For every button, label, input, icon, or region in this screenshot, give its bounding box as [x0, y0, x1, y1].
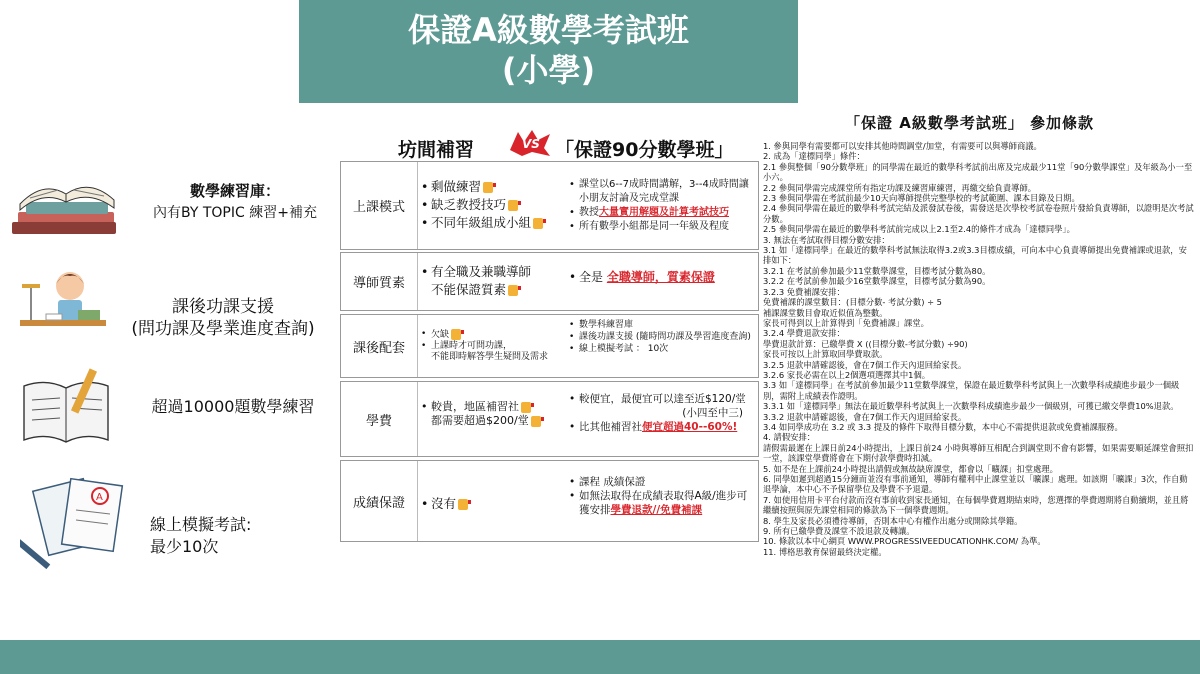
left-item: • 欠缺 [421, 329, 571, 341]
term-item: 3.3 如「達標同學」在考試前參加最少11堂數學課堂，保證在最近數學科考試與上一次數學科成績進步最少一個級別，需附上成績表作證明。 [763, 380, 1180, 401]
right-item: • 課程 成績保證 [569, 475, 757, 489]
term-item: 1. 參與同學有需要都可以安排其他時間調堂/加堂，有需要可以與導師商議。 [763, 141, 1042, 151]
feature-exercises-title: 超過10000題數學練習 [151, 397, 315, 416]
left-item: • 缺乏教授技巧 [421, 196, 571, 214]
page-title: 保證A級數學考試班 [408, 11, 689, 49]
term-item: 2. 成為「達標同學」條件： [763, 151, 865, 162]
left-item: • 較貴，地區補習社 [421, 400, 571, 414]
term-item: 家長可得到以上計算得到「免費補課」課堂。 [763, 317, 929, 328]
term-item: 學費退款計算：已繳學費 X ((目標分數-考試分數) ÷90) [763, 338, 968, 349]
feature-practice-bank [130, 180, 340, 224]
left-item: 不能即時解答學生疑問及需求 [431, 352, 549, 362]
vs-badge-icon [508, 128, 552, 158]
right-header: 「保證90分數學班」 [555, 139, 734, 161]
notebook-pen-icon [18, 368, 114, 450]
row-tuition-fee [340, 381, 759, 457]
highlight-text: 大量實用解題及計算考試技巧 [599, 207, 729, 218]
feature-homework-support-title: 課後功課支援 [172, 297, 274, 317]
right-item: • 全是 全職導師，質素保證 [569, 270, 757, 284]
thumbs-down-icon [521, 402, 531, 413]
highlight-text: 便宜超過40--60%! [642, 421, 738, 433]
vs-text: VS [522, 137, 540, 151]
term-item: 2.3 參與同學需在考試前最少10天向導師提供完整學校的考試範圍、課本目錄及日期。 [763, 193, 1080, 204]
thumbs-down-icon [508, 200, 518, 211]
feature-exercises [120, 396, 346, 418]
term-item: 10. 條款以本中心網頁 WWW.PROGRESSIVEEDUCATIONHK.COM/ 為準。 [763, 536, 1046, 547]
term-item: 3.4 如同學成功在 3.2 或 3.3 提及的條件下取得目標分數，本中心不需提供退款或免費補課服務。 [763, 421, 1123, 432]
term-item: 3.3.1 如「達標同學」無法在最近數學科考試與上一次數學科成績進步最少一個級別，可獲已繳交學費10%退款。 [763, 401, 1179, 412]
right-item: • 如無法取得在成績表取得A級/進步可獲安排學費退款//免費補課 [569, 489, 757, 517]
feature-practice-bank-desc: 內有BY TOPIC 練習+補充 [153, 205, 317, 221]
right-item: • 課堂以6--7成時間講解，3--4成時間讓小朋友討論及完成堂課 [569, 178, 757, 206]
left-header: 坊間補習 [398, 139, 475, 161]
thumbs-down-icon [451, 329, 461, 340]
row-class-mode [340, 161, 759, 250]
thumbs-down-icon [533, 218, 543, 229]
left-item: • 上課時才可問功課， [421, 341, 571, 352]
term-item: 11. 博格思教育保留最終決定權。 [763, 546, 887, 557]
term-item: 補課課堂數目會取近似值為整數。 [763, 307, 888, 318]
term-item: 3.2.2 在考試前參加最少16堂數學課堂，目標考試分數為90。 [763, 276, 991, 287]
left-item: • 剩做練習 [421, 178, 571, 196]
term-item: 6. 同學如遲到超過15分鐘而並沒有事前通知，導師有權利中止課堂並以「曠課」處理。如該期「曠課」3次，作自動退學論，本中心不予保留學位及學費不予退還。 [763, 474, 1188, 495]
right-item: • 比其他補習社便宜超過40--60%! [569, 420, 757, 434]
page-subtitle: (小學) [501, 51, 596, 89]
left-item: • 不同年級組成小組 [421, 214, 571, 232]
term-item: 3.2.1 在考試前參加最少11堂數學課堂，目標考試分數為80。 [763, 265, 991, 276]
left-item: • 有全職及兼職導師 [421, 263, 571, 281]
student-studying-icon [18, 262, 108, 342]
term-item: 3.1 如「達標同學」在最近的數學科考試無法取得3.2或3.3目標成績，可向本中心負責導師提出免費補課或退款，安排如下： [763, 245, 1187, 266]
term-item: 3.2.6 家長必需在以上2個選項選擇其中1個。 [763, 369, 931, 380]
row-tutor-quality [340, 252, 759, 311]
feature-homework-support-desc: (問功課及學業進度查詢) [131, 319, 315, 339]
term-item: 3.3.2 退款申請確認後，會在7個工作天內退回給家長。 [763, 411, 967, 422]
right-item: (小四至中三) [682, 407, 743, 419]
thumbs-down-icon [508, 285, 518, 296]
term-item: 2.5 參與同學需在最近的數學科考試前完成以上2.1至2.4的條件才成為「達標同學」。 [763, 224, 1075, 235]
right-item: • 課後功課支援 (隨時問功課及學習進度查詢) [569, 331, 757, 343]
exam-papers-icon [20, 474, 132, 574]
row-category: 成績保證 [341, 461, 418, 541]
row-category: 上課模式 [341, 162, 418, 249]
bottom-band [0, 640, 1200, 674]
row-after-class [340, 314, 759, 378]
right-item: • 教授大量實用解題及計算考試技巧 [569, 206, 757, 220]
term-item: 3.2.5 退款申請確認後，會在7個工作天內退回給家長。 [763, 359, 967, 370]
thumbs-down-icon [531, 416, 541, 427]
term-item: 3. 無法在考試取得目標分數安排： [763, 234, 890, 245]
term-item: 9. 所有已繳學費及課堂不設退款及轉讓。 [763, 526, 915, 537]
term-item: 請假需最遲在上課日前24小時提出，上課日前24 小時與導師互相配合到調堂則不會有影響，如果需要順延課堂會照扣一堂，該課堂學費將會在下期付款學費時扣減。 [763, 442, 1194, 464]
right-item: • 所有數學小組都是同一年級及程度 [569, 220, 757, 234]
right-item: • 數學科練習庫 [569, 319, 757, 331]
row-result-guarantee [340, 460, 759, 542]
left-item: 不能保證質素 [421, 281, 571, 299]
term-item: 4. 請假安排： [763, 432, 816, 443]
row-category: 導師質素 [341, 253, 418, 310]
feature-mock-exams-desc: 最少10次 [150, 537, 219, 556]
term-item: 3.2.3 免費補課安排： [763, 286, 845, 297]
term-item: 免費補課的課堂數目：(目標分數- 考試分數) ÷ 5 [763, 297, 942, 308]
row-category: 課後配套 [341, 315, 418, 377]
term-item: 5. 如不是在上課前24小時提出請假或無故缺席課堂，都會以「曠課」扣堂處理。 [763, 463, 1058, 474]
feature-practice-bank-title: 數學練習庫： [189, 182, 280, 200]
terms-title: 「保證 A級數學考試班」 參加條款 [845, 114, 1095, 132]
terms-list [763, 141, 1195, 557]
feature-mock-exams [150, 514, 280, 558]
right-item: • 較便宜，最便宜可以達至近$120/堂 [569, 392, 757, 406]
left-item: • 沒有 [421, 495, 571, 513]
title-banner [299, 0, 798, 103]
term-item: 7. 如使用信用卡平台付款而沒有事前收到家長通知，在每個學費週期結束時，您選擇的學費週期將自動續期，並且將繼續按照與原先課堂相同的條款為下一個學費週期。 [763, 494, 1189, 516]
thumbs-down-icon [458, 499, 468, 510]
thumbs-down-icon [483, 182, 493, 193]
feature-homework-support [110, 296, 336, 340]
term-item: 3.2.4 學費退款安排： [763, 328, 845, 339]
right-item: • 線上模擬考試 ： 10次 [569, 343, 757, 355]
highlight-text: 學費退款//免費補課 [610, 504, 703, 516]
books-icon [8, 160, 126, 240]
term-item: 8. 學生及家長必須禮待導師，否則本中心有權作出處分或開除其學籍。 [763, 515, 1023, 526]
row-category: 學費 [341, 382, 418, 456]
term-item: 家長可按以上計算取回學費取款。 [763, 349, 888, 360]
highlight-text: 全職導師，質素保證 [606, 270, 715, 284]
term-item: 2.4 參與同學需在最近的數學科考試完結及派發試卷後，需發送是次學校考試卷卷照片發給負責導師，以證明是次考試分數。 [763, 203, 1194, 224]
term-item: 2.2 參與同學需完成課堂所有指定功課及練習庫練習，再繳交給負責導師。 [763, 182, 1037, 193]
term-item: 2.1 參與整個「90分數學班」的同學需在最近的數學科考試前出席及完成最少11堂「90分數學課堂」及年級為小一至小六。 [763, 161, 1193, 183]
left-item: 都需要超過$200/堂 [421, 414, 571, 428]
feature-mock-exams-title: 線上模擬考試: [150, 515, 252, 534]
svg-text:A: A [96, 492, 103, 503]
